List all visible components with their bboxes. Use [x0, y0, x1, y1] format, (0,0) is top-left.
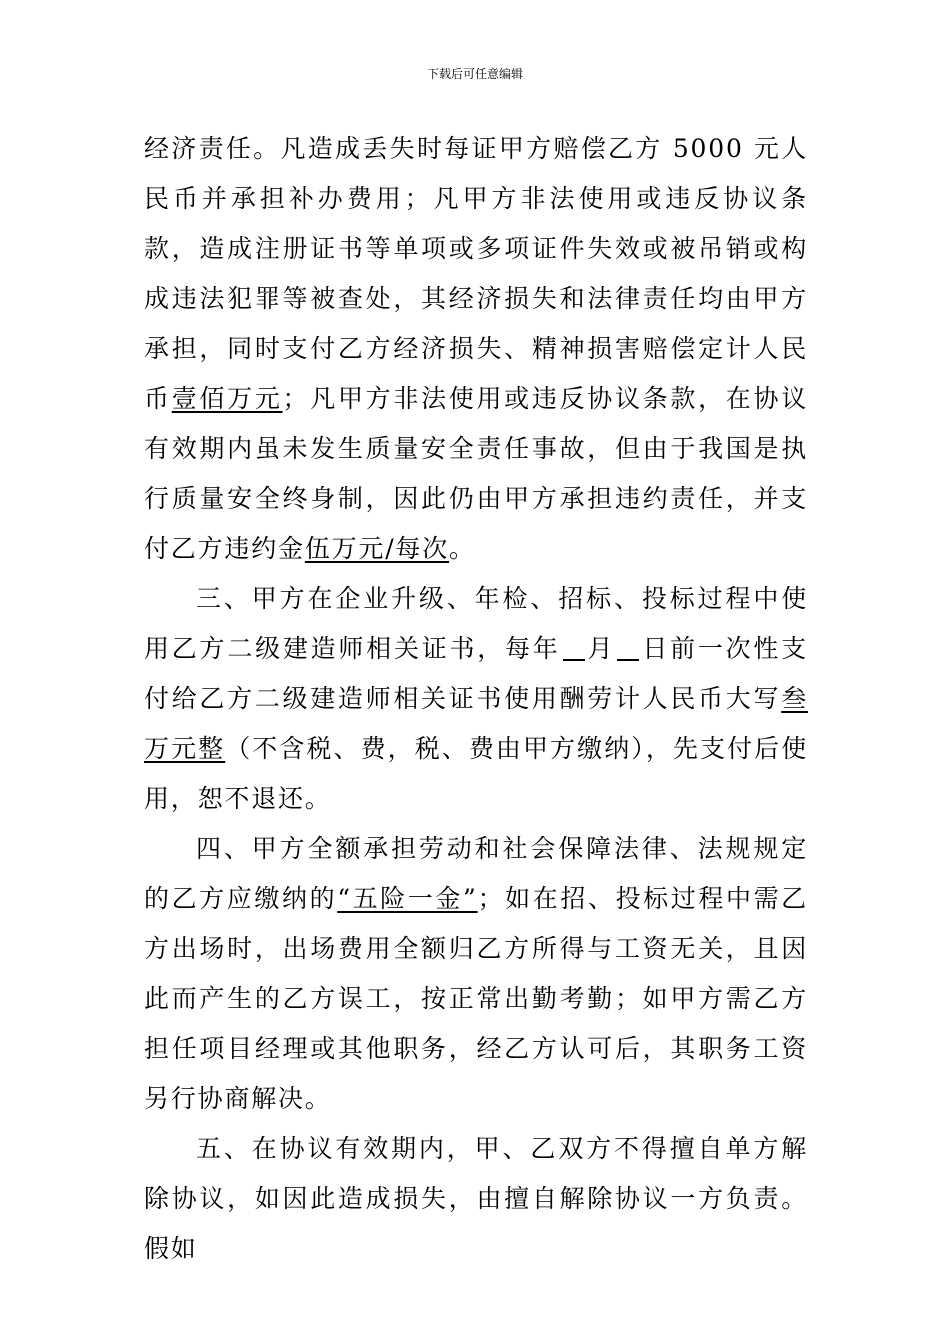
paragraph-text: 三、甲方在企业升级、年检、招标、投标过程中使用乙方二级建造师相关证书，每年: [144, 584, 808, 663]
underlined-amount: 叁万元整: [144, 684, 808, 763]
paragraph-text: 经济责任。凡造成丢失时每证甲方赔偿乙方 5000 元人民币并承担补办费用；凡甲方非法使用或违反协议条款，造成注册证书等单项或多项证件失效或被吊销或构成违法犯罪等被查处，其经济损失和法律责任均由甲方承担，同时支付乙方经济损失、精神损害赔偿定计人民币: [144, 134, 808, 413]
paragraph-text: ；凡甲方非法使用或违反协议条款，在协议有效期内虽未发生质量安全责任事故，但由于我国是执行质量安全终身制，因此仍由甲方承担违约责任，并支付乙方违约金: [144, 384, 809, 563]
paragraph-clause-3: [144, 574, 808, 824]
paragraph-text: 。: [449, 534, 476, 563]
page-header: 下载后可任意编辑: [426, 67, 523, 81]
underlined-term: “五险一金”: [337, 884, 478, 913]
blank-day: [617, 634, 639, 661]
blank-month: [563, 634, 585, 661]
paragraph-clause-4: [144, 824, 808, 1124]
paragraph-text: 日前一次性支付给乙方二级建造师相关证书使用酬劳计人民币大写: [144, 634, 808, 713]
paragraph-liability: [144, 124, 808, 574]
underlined-amount: 壹佰万元: [171, 384, 283, 413]
paragraph-text: （不含税、费，税、费由甲方缴纳），先支付后使用，恕不退还。: [144, 734, 808, 813]
paragraph-text: 月: [586, 634, 616, 663]
underlined-amount: 伍万元/每次: [304, 534, 450, 563]
paragraph-text: ；如在招、投标过程中需乙方出场时，出场费用全额归乙方所得与工资无关，且因此而产生的乙方误工，按正常出勤考勤；如甲方需乙方担任项目经理或其他职务，经乙方认可后，其职务工资另行协商解决。: [144, 884, 808, 1113]
paragraph-clause-5: [144, 1124, 808, 1274]
paragraph-text: 四、甲方全额承担劳动和社会保障法律、法规规定的乙方应缴纳的: [144, 834, 808, 913]
paragraph-text: 五、在协议有效期内，甲、乙双方不得擅自单方解除协议，如因此造成损失，由擅自解除协议一方负责。假如: [144, 1134, 808, 1263]
document-body: [144, 124, 808, 1274]
